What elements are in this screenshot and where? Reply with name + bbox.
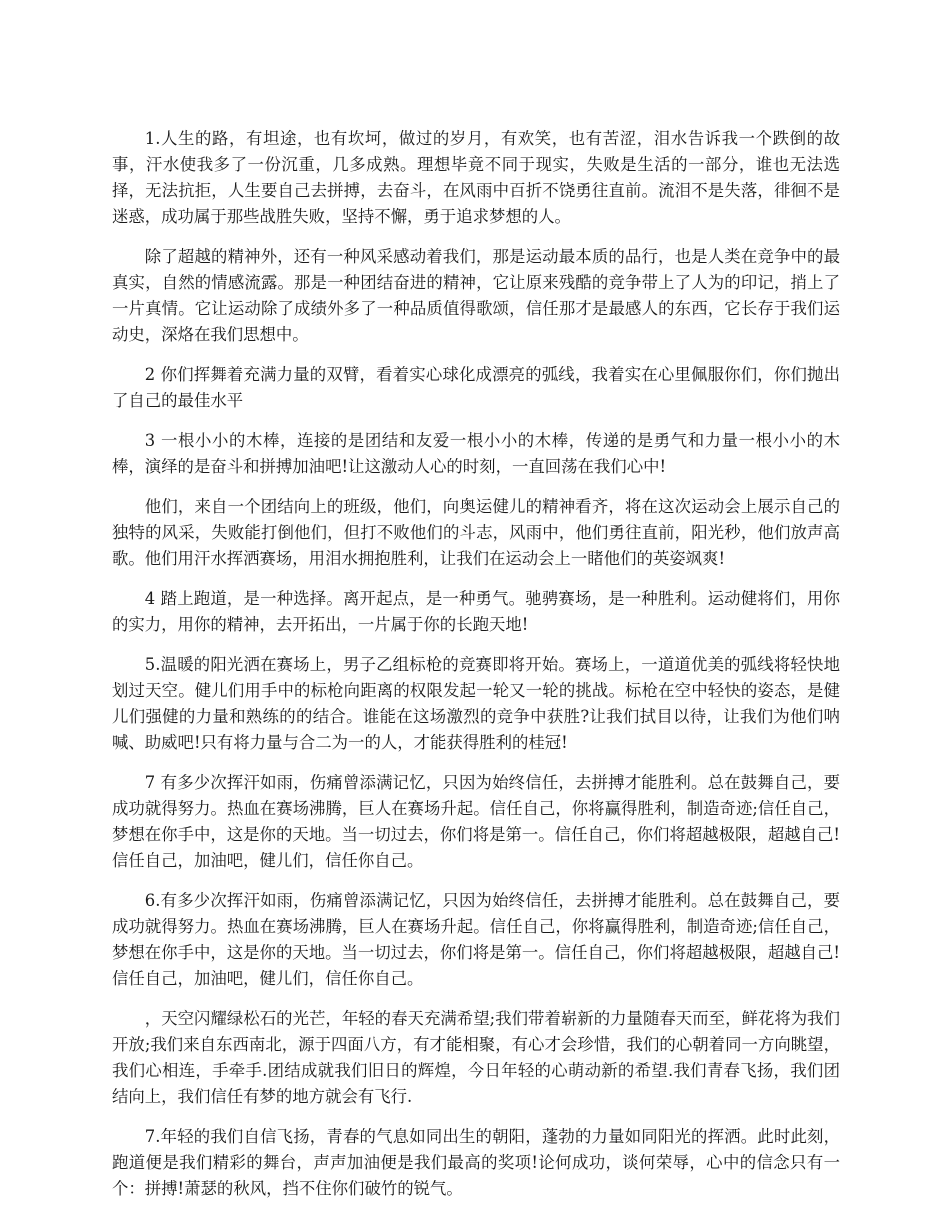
paragraph-6: 4 踏上跑道，是一种选择。离开起点，是一种勇气。驰骋赛场，是一种胜利。运动健将们，用你的实力，用你的精神，去开拓出，一片属于你的长跑天地! xyxy=(112,589,840,634)
paragraph-10: ，天空闪耀绿松石的光芒，年轻的春天充满希望;我们带着崭新的力量随春天而至，鲜花将为我们开放;我们来自东西南北，源于四面八方，有才能相聚，有心才会珍惜，我们的心朝着同一方向眺望，我们心相连，手牵手.团结成就我们旧日的辉煌，今日年轻的心萌动新的希望.我们青春飞扬，我们团结向上，我们信任有梦的地方就会有飞行. xyxy=(112,1009,840,1106)
paragraph-7: 5.温暖的阳光洒在赛场上，男子乙组标枪的竞赛即将开始。赛场上，一道道优美的弧线将轻快地划过天空。健儿们用手中的标枪向距离的权限发起一轮又一轮的挑战。标枪在空中轻快的姿态，是健儿们强健的力量和熟练的的结合。谁能在这场激烈的竞争中获胜?让我们拭目以待，让我们为他们呐喊、助威吧!只有将力量与合二为一的人，才能获得胜利的桂冠! xyxy=(112,655,840,752)
paragraph-2: 除了超越的精神外，还有一种风采感动着我们，那是运动最本质的品行，也是人类在竞争中的最真实，自然的情感流露。那是一种团结奋进的精神，它让原来残酷的竞争带上了人为的印记，捎上了一片真情。它让运动除了成绩外多了一种品质值得歌颂，信任那才是最感人的东西，它长存于我们运动史，深烙在我们思想中。 xyxy=(112,247,840,344)
paragraph-9: 6.有多少次挥汗如雨，伤痛曾添满记忆，只因为始终信任，去拼搏才能胜利。总在鼓舞自己，要成功就得努力。热血在赛场沸腾，巨人在赛场升起。信任自己，你将赢得胜利，制造奇迹;信任自己，梦想在你手中，这是你的天地。当一切过去，你们将是第一。信任自己，你们将超越极限，超越自己!信任自己，加油吧，健儿们，信任你自己。 xyxy=(112,891,840,988)
paragraph-5: 他们，来自一个团结向上的班级，他们，向奥运健儿的精神看齐，将在这次运动会上展示自己的独特的风采，失败能打倒他们，但打不败他们的斗志，风雨中，他们勇往直前，阳光秒，他们放声高歌。他们用汗水挥洒赛场，用泪水拥抱胜利，让我们在运动会上一睹他们的英姿飒爽! xyxy=(112,497,840,568)
paragraph-11: 7.年轻的我们自信飞扬，青春的气息如同出生的朝阳，蓬勃的力量如同阳光的挥洒。此时此刻，跑道便是我们精彩的舞台，声声加油便是我们最高的奖项!论何成功，谈何荣辱，心中的信念只有一个：拼搏!萧瑟的秋风，挡不住你们破竹的锐气。 xyxy=(112,1127,840,1198)
paragraph-8: 7 有多少次挥汗如雨，伤痛曾添满记忆，只因为始终信任，去拼搏才能胜利。总在鼓舞自己，要成功就得努力。热血在赛场沸腾，巨人在赛场升起。信任自己，你将赢得胜利，制造奇迹;信任自己，梦想在你手中，这是你的天地。当一切过去，你们将是第一。信任自己，你们将超越极限，超越自己!信任自己，加油吧，健儿们，信任你自己。 xyxy=(112,773,840,870)
paragraph-3: 2 你们挥舞着充满力量的双臂，看着实心球化成漂亮的弧线，我着实在心里佩服你们，你们抛出了自己的最佳水平 xyxy=(112,365,840,410)
paragraph-1: 1.人生的路，有坦途，也有坎坷，做过的岁月，有欢笑，也有苦涩，泪水告诉我一个跌倒的故事，汗水使我多了一份沉重，几多成熟。理想毕竟不同于现实，失败是生活的一部分，谁也无法选择，无法抗拒，人生要自己去拼搏，去奋斗，在风雨中百折不饶勇往直前。流泪不是失落，徘徊不是迷惑，成功属于那些战胜失败，坚持不懈，勇于追求梦想的人。 xyxy=(112,129,840,226)
paragraph-4: 3 一根小小的木棒，连接的是团结和友爱一根小小的木棒，传递的是勇气和力量一根小小的木棒，演绎的是奋斗和拼搏加油吧!让这激动人心的时刻，一直回荡在我们心中! xyxy=(112,431,840,476)
document-body xyxy=(112,126,840,1216)
